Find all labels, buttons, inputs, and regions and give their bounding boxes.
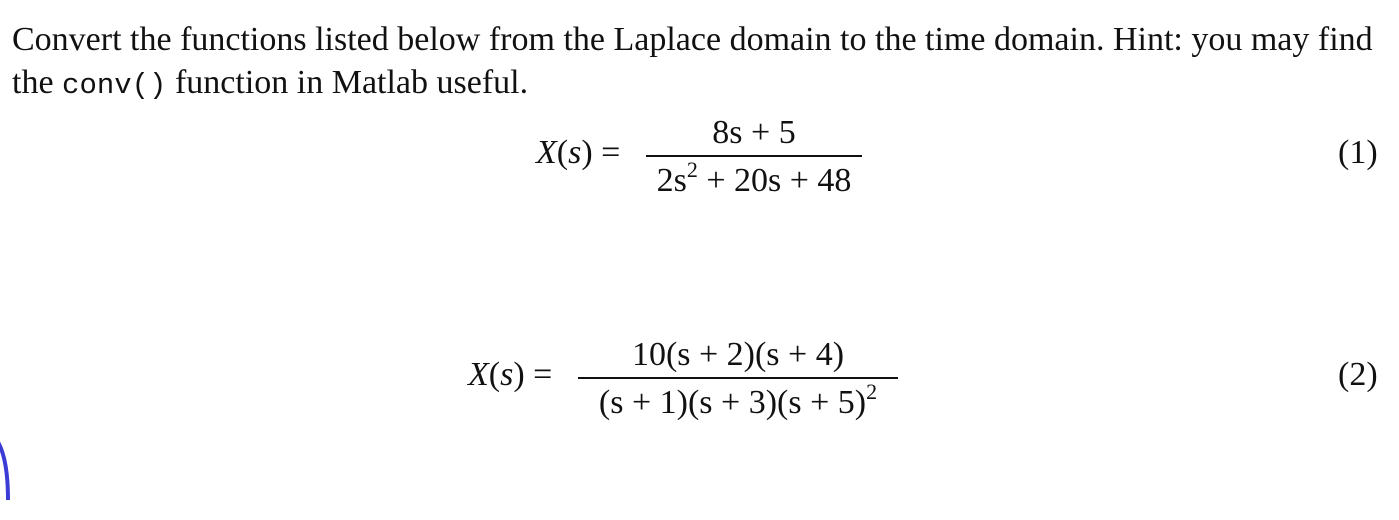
equation-1-lhs: X(s) = [536,134,621,171]
equation-2-fraction [578,332,898,424]
problem-statement [12,18,1392,107]
equation-1-denominator: $2s^2 + 20s + 48$ [656,157,852,199]
equation-1-fraction-bar [646,155,862,157]
equation-1-numerator: 8s + 5 [712,114,796,151]
equation-2-numerator: 10(s + 2)(s + 4) [631,336,845,373]
equation-2-fraction-bar [578,377,898,379]
equation-1-fraction [646,110,862,200]
conv-code: conv() [62,69,167,102]
equation-1-number: (1) [1338,134,1378,171]
equation-2-lhs: X(s) = [468,356,553,393]
problem-text-after: function in Matlab useful. [166,64,529,101]
corner-arc-mark [0,440,24,520]
equation-2-number: (2) [1338,356,1378,393]
equation-2-denominator: $(s + 1)(s + 3)(s + 5)^2$ [598,379,878,421]
problem-text-before: Convert the functions listed below from the Laplace domain to the time domain. Hint: you may find the [12,21,1373,101]
